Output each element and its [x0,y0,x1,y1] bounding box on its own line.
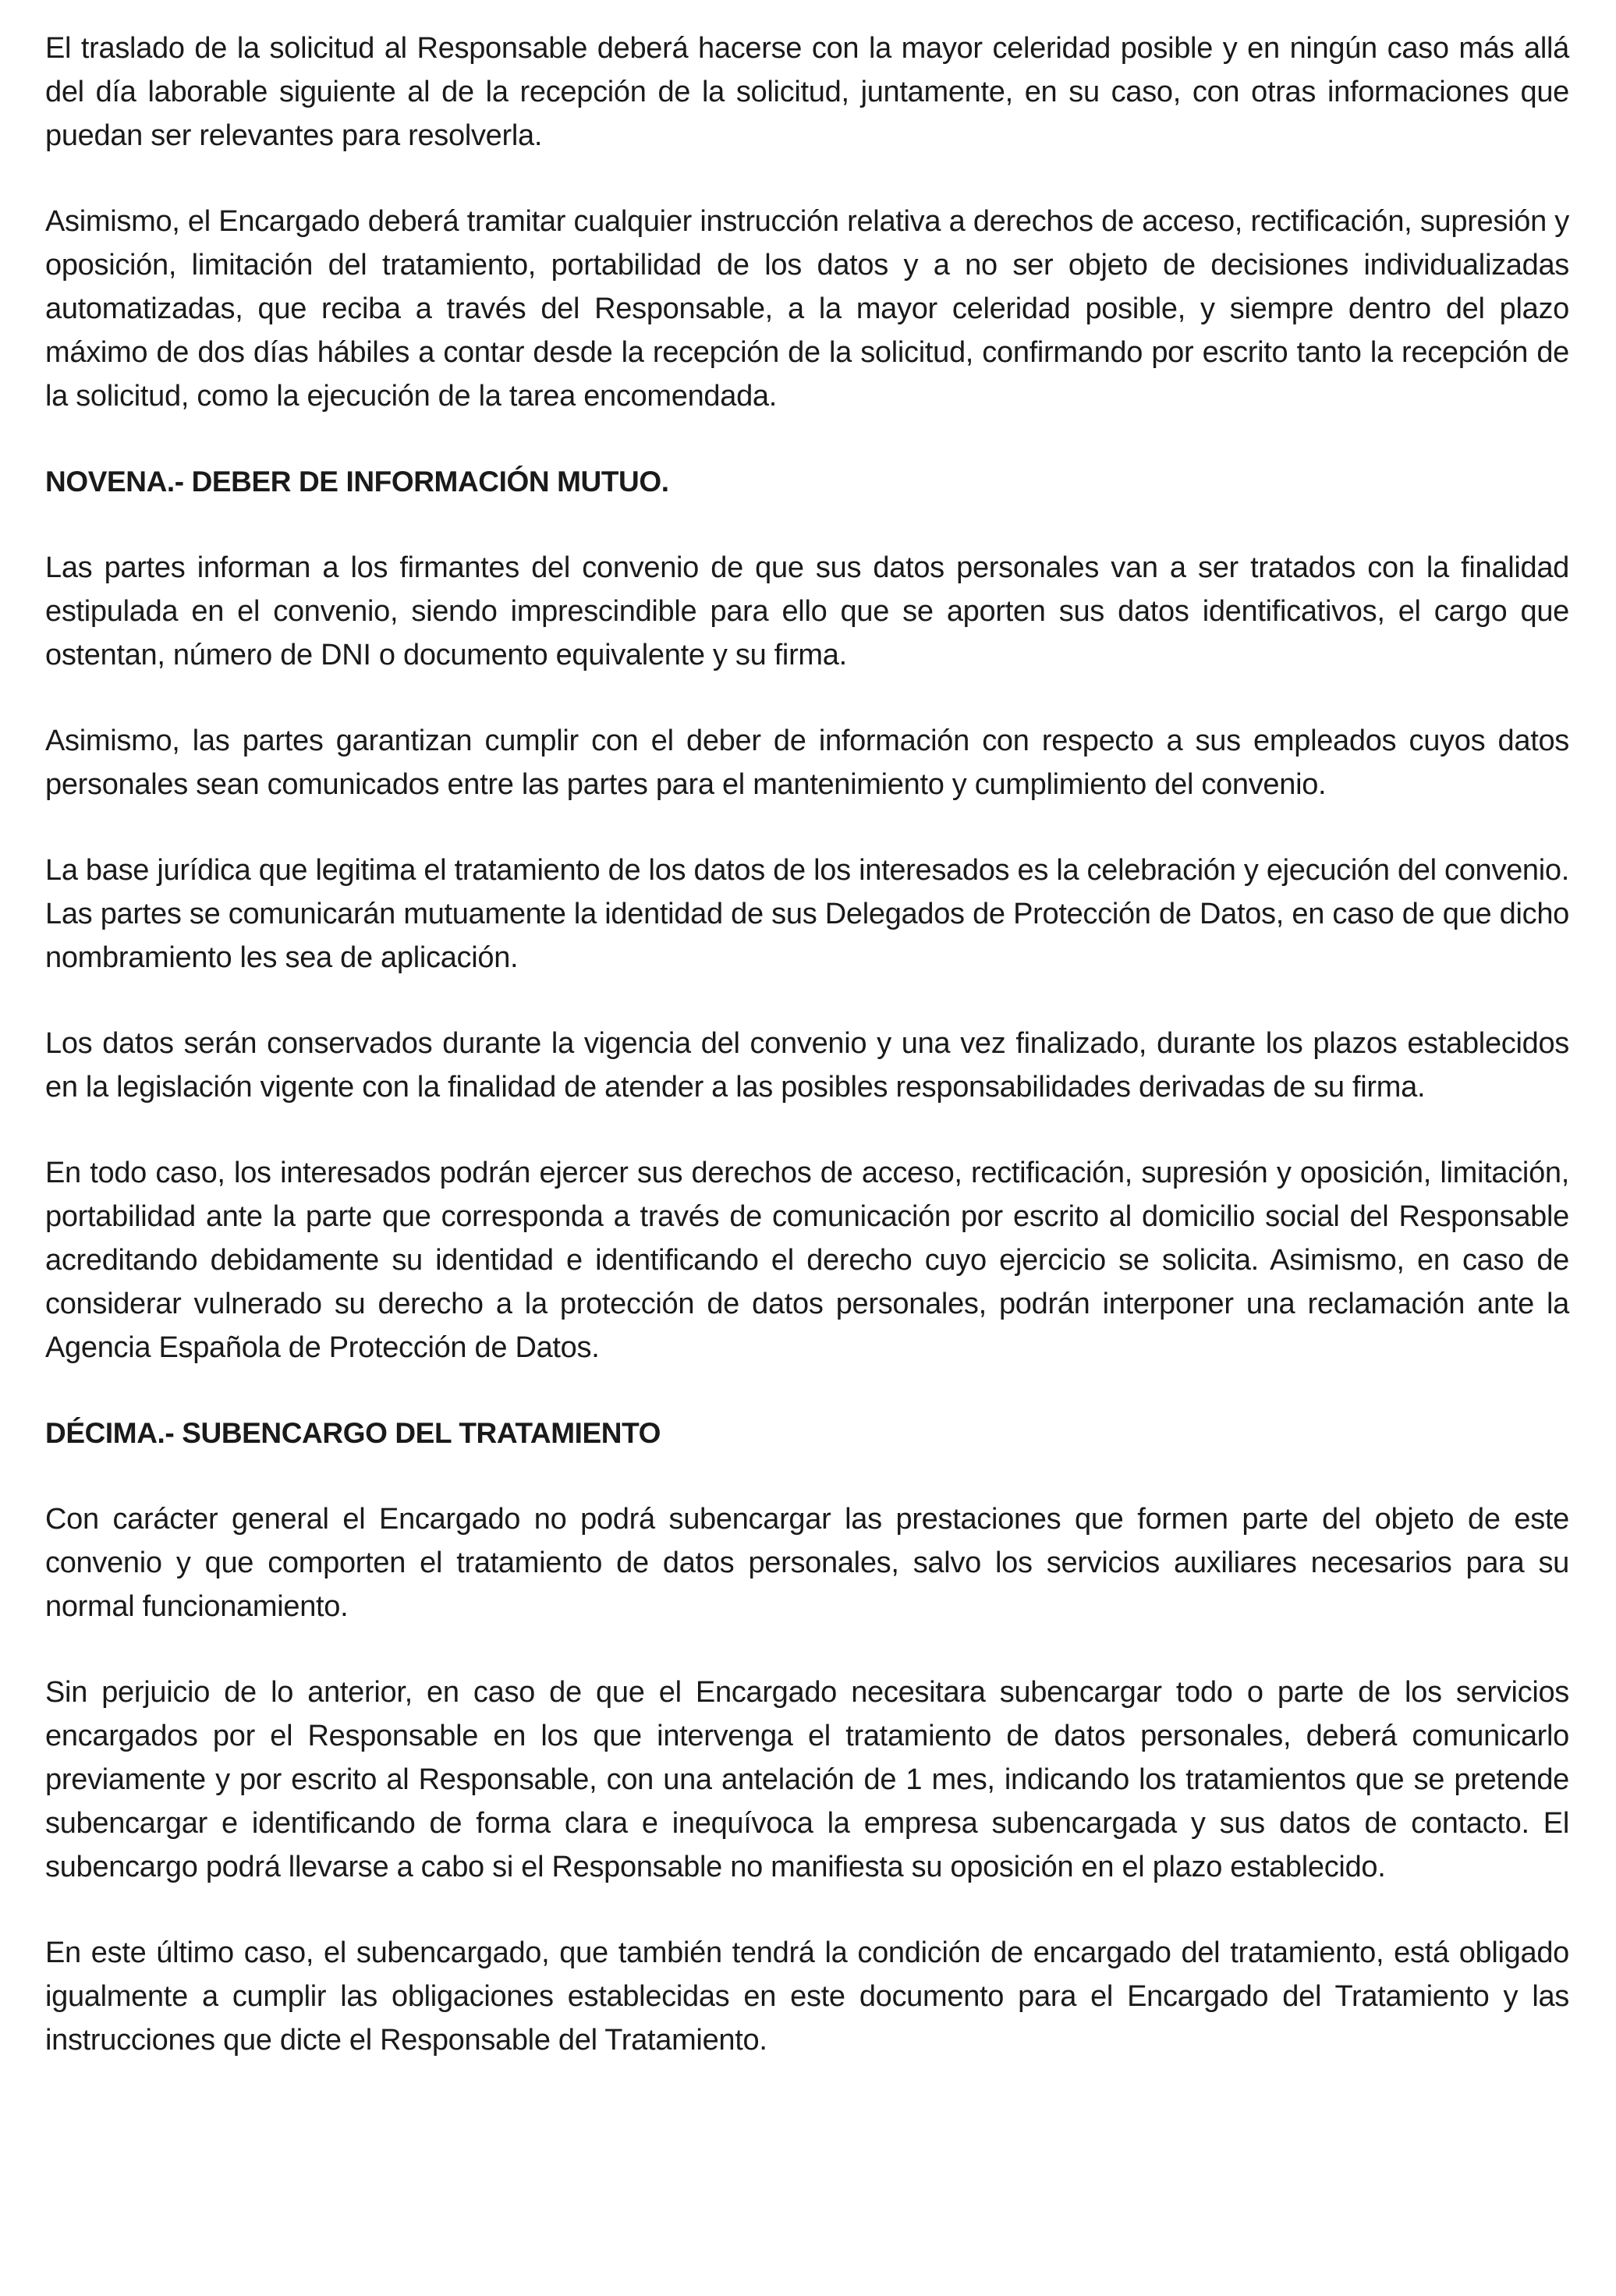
paragraph-caracter-general: Con carácter general el Encargado no podrá subencargar las prestaciones que formen parte del objeto de este convenio y que comporten el tratamiento de datos personales, salvo los servicios auxiliares necesarios para su normal funcionamiento. [45,1503,1569,1623]
paragraph-conservacion-datos: Los datos serán conservados durante la vigencia del convenio y una vez finalizado, durante los plazos establecidos en la legislación vigente con la finalidad de atender a las posibles responsabilidades derivadas de su firma. [45,1027,1569,1104]
paragraph-base-juridica: La base jurídica que legitima el tratamiento de los datos de los interesados es la celebración y ejecución del convenio. Las partes se comunicarán mutuamente la identidad de sus Delegados de Protección de Datos, en caso de que dicho nombramiento les sea de aplicación. [45,854,1569,974]
paragraph-traslado-solicitud: El traslado de la solicitud al Responsable deberá hacerse con la mayor celeridad posible y en ningún caso más allá del día laborable siguiente al de la recepción de la solicitud, juntamente, en su caso, con otras informaciones que puedan ser relevantes para resolverla. [45,32,1569,152]
paragraph-deber-informacion: Asimismo, las partes garantizan cumplir con el deber de información con respecto a sus empleados cuyos datos personales sean comunicados entre las partes para el mantenimiento y cumplimiento del convenio. [45,725,1569,801]
section-heading-novena: NOVENA.- DEBER DE INFORMACIÓN MUTUO. [45,466,669,498]
section-heading-decima: DÉCIMA.- SUBENCARGO DEL TRATAMIENTO [45,1417,661,1449]
paragraph-tramitar-instrucciones: Asimismo, el Encargado deberá tramitar cualquier instrucción relativa a derechos de acceso, rectificación, supresión y oposición, limitación del tratamiento, portabilidad de los datos y a no ser objeto de decisiones individualizadas automatizadas, que reciba a través del Responsable, a la mayor celeridad posible, y siempre dentro del plazo máximo de dos días hábiles a contar desde la recepción de la solicitud, confirmando por escrito tanto la recepción de la solicitud, como la ejecución de la tarea encomendada. [45,205,1569,413]
paragraph-firmantes-datos: Las partes informan a los firmantes del convenio de que sus datos personales van a ser tratados con la finalidad estipulada en el convenio, siendo imprescindible para ello que se aporten sus datos identificativos, el cargo que ostentan, número de DNI o documento equivalente y su firma. [45,551,1569,671]
paragraph-derechos-interesados: En todo caso, los interesados podrán ejercer sus derechos de acceso, rectificación, supresión y oposición, limitación, portabilidad ante la parte que corresponda a través de comunicación por escrito al domicilio social del Responsable acreditando debidamente su identidad e identificando el derecho cuyo ejercicio se solicita. Asimismo, en caso de considerar vulnerado su derecho a la protección de datos personales, podrán interponer una reclamación ante la Agencia Española de Protección de Datos. [45,1157,1569,1364]
document-page [45,27,1569,2104]
paragraph-subencargado: En este último caso, el subencargado, que también tendrá la condición de encargado del tratamiento, está obligado igualmente a cumplir las obligaciones establecidas en este documento para el Encargado del Tratamiento y las instrucciones que dicte el Responsable del Tratamiento. [45,1936,1569,2057]
paragraph-sin-perjuicio: Sin perjuicio de lo anterior, en caso de que el Encargado necesitara subencargar todo o parte de los servicios encargados por el Responsable en los que intervenga el tratamiento de datos personales, deberá comunicarlo previamente y por escrito al Responsable, con una antelación de 1 mes, indicando los tratamientos que se pretende subencargar e identificando de forma clara e inequívoca la empresa subencargada y sus datos de contacto. El subencargo podrá llevarse a cabo si el Responsable no manifiesta su oposición en el plazo establecido. [45,1676,1569,1883]
